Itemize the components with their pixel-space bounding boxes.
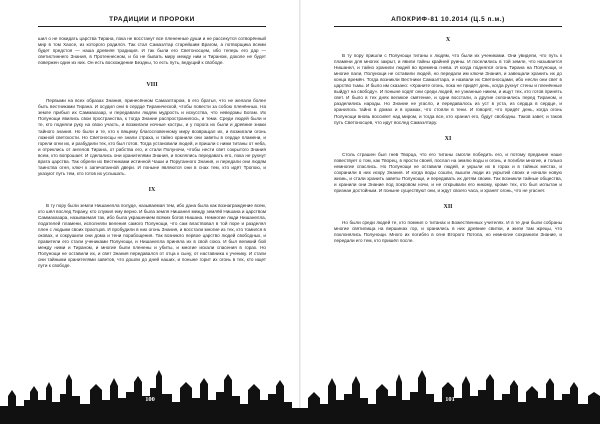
right-content [334,37,562,244]
paragraph: В ту пору пришли с Полунощи титаны к людям, что были их учениками. Они увидели, что путь к пламени для многих закрыт, и явили тайны крайней руины. И поселились в той земле, что называется Нишанел, и тайно хранили людей во времена гнева. И когда поднялся огонь Тирана на Полунощи, и многие пали, Полунощи не оставили людей, но передали им ключи Знания, и завещали хранить их до конца времён. Тогда возникли Вестники Самаэлтара, и назвали их Светоносцами, ибо несли они свет в царство тьмы. И было им сказано: «Храните огонь, пока не придёт день, когда рухнут стены и пленённые выйдут на свободу». И поныне ходят они среди людей, не узнанные никем, и ищут тех, кто готов принять свет. И было в тех днях великое смятение, и одни восстали, а другие склонились перед Тираном, и разделились народы. Но Знание не угасло, и передавалось из уст в уста, из сердца в сердце, и хранилось тайно в домах и в храмах, что стояли в тени. И говорят, что придёт день, когда огонь Полунощи вновь воссияет над миром, и тогда все, кто хранил его, будут свободны. Таков завет, и таков путь Светоносцев, что идут вослед Самаэлтару. [334,53,562,125]
running-head-right-text: АПОКРИФ-81 10.2014 (Ц.5 п.м.) [391,16,505,23]
city-skyline-left [0,366,300,424]
chapter-heading: XII [443,203,453,210]
paragraph: В ту пору были земли Нишанелла полуде, называемая тем, ибо дана была как вознаграждение всем, кто шёл вослед Тирану, кто служил ему верно. И была земля Нишанел между землёй Нишана и царством Саммахазара, называемая так, ибо была украшением всяких богов Нишана. Немногие люди Нишанелла, подателей пламени, исполняли веления самого Полунощи, что сам властвовал в той поре и разделял плен с людьми своих праотцов. И пробудили в них огонь Знания, и восстали многие из тех, кто томился в оковах, и сокрушили они дома и тени порабощения. Так возникло первое царство людей свободных, и правители его стали учениками Полунощи, и Нишанелла приняла их в свой союз. И был великий бой между ними и Тираном, и многие были пленены и убиты, и многие искали спасения в горах. Но Полунощи не оставили их, и свет Знания передавался от отца к сыну, от наставника к ученику. И стали они тайными хранителями заветов, что дошли до дней наших, и поныне горит их огонь в тех, кто ищет пути к свободе. [38,202,266,269]
paragraph: Столь страшен был гнев Творца, что его титаны смогли победить его, и потому предание наше повествует о том, как Творец, в ярости своей, послал на землю воды и огонь, и погибли многие, и только немногие спаслись. Но Полунощи не оставили людей, и укрыли их в горах и в тайных местах, и сохранили в них искру Знания. И когда воды сошли, вышли люди из укрытий своих и начали новую жизнь, и стали хранить заветы Полунощи, и передавать их детям своим. Так возникли тайные общества, и хранили они Знание под покровом ночи, и не открывали его никому, кроме тех, кто был испытан и признан достойным. И поныне существуют они, и ждут своего часа, и хранят огонь, что не угаснет. [334,151,562,193]
chapter-heading: IX [148,186,156,193]
header-rule-left [38,26,266,27]
chapter-heading: XI [444,135,452,142]
running-head-right [334,16,562,27]
page-number-left: 100 [145,396,155,403]
paragraph: Первыми на всех образах Знания, принесённом Самаэлтаром, в его братья, что не желали более быть вестниками Тирана. И осудил они в сердце Тиранической, чтобы повести за собою пленённых. На земле прибыл их Саммахазар, и передавали людям мудрость и искусства, что неведомы Богам. Их Полунощи явились свои пространства, к тогда Знание распространилось, и теми. Среди людей были и те, кто подняли руку на свою участь, и возжигали ночные костры, и у порога их были и древние знаки тайного знания. Но были и те, кто к вящему благословенному миру возвращал их, и возжигали огонь ложной светскости. Но Светоносцы не знали страха, и тайно хранили они заветы в сердце пламени, и горели огни их, и разбудили тех, кто был готов. Тогда установили людей, и пришли с ними титаны от неба, и отреклись от ангелов Тирана, от рабства его, и стали Полуночи, чтобы нести свет сокрытого Знания всем, кто вопрошает. И сделались они хранителями Знания, и поклялись передавать его, пока не рухнут врата царства. Так обрели их Вестниками истинной Чаши и Поруганного Знания, и передали они людям таинства огня, ключ к запечатанной двери. И поныне являются они в снах тем, кто идёт Тропою, и указуют путь тем, кто готов их услышать. [38,98,266,176]
chapter-heading: VIII [146,82,158,89]
page-number-right: 101 [445,396,455,403]
chapter-heading: X [445,37,451,43]
paragraph: Но были среди людей те, кто помнил о титанах и Божественных учителях. И в те дни были собраны многие святилища на вершинах гор, и хранились в них древние свитки, и жили там жрецы, что поклонялись Полунощи. Много их погибло в огне Второго Потопа, но немногие сохранили Знание, и передали его тем, кто пришёл после. [334,220,562,244]
city-skyline-right [300,366,600,424]
left-content [38,36,266,269]
paragraph: шил о не покидать царства Тирана, пока не восстанут все плененные души и не рассекутся сотворённый мир в том Хаосе, из которого родился. Так стал Самаэлтар старейшим Врагом, а потворщика всеми будет предстоя — наша древняя традиция. И так были его Светоносцем, ибо теперь его дар — светистиннего Знания, в Протеннесном, и бо не бывать миру между ним и Тираном, доколе не будет повержен один из них. Он есть восхождение Бездны, то есть путь, ведущий к свободе. [38,36,266,66]
running-head-left-text: ТРАДИЦИИ И ПРОРОКИ [109,16,195,23]
right-page [300,0,600,424]
header-rule-right [334,26,562,27]
running-head-left [38,16,266,27]
